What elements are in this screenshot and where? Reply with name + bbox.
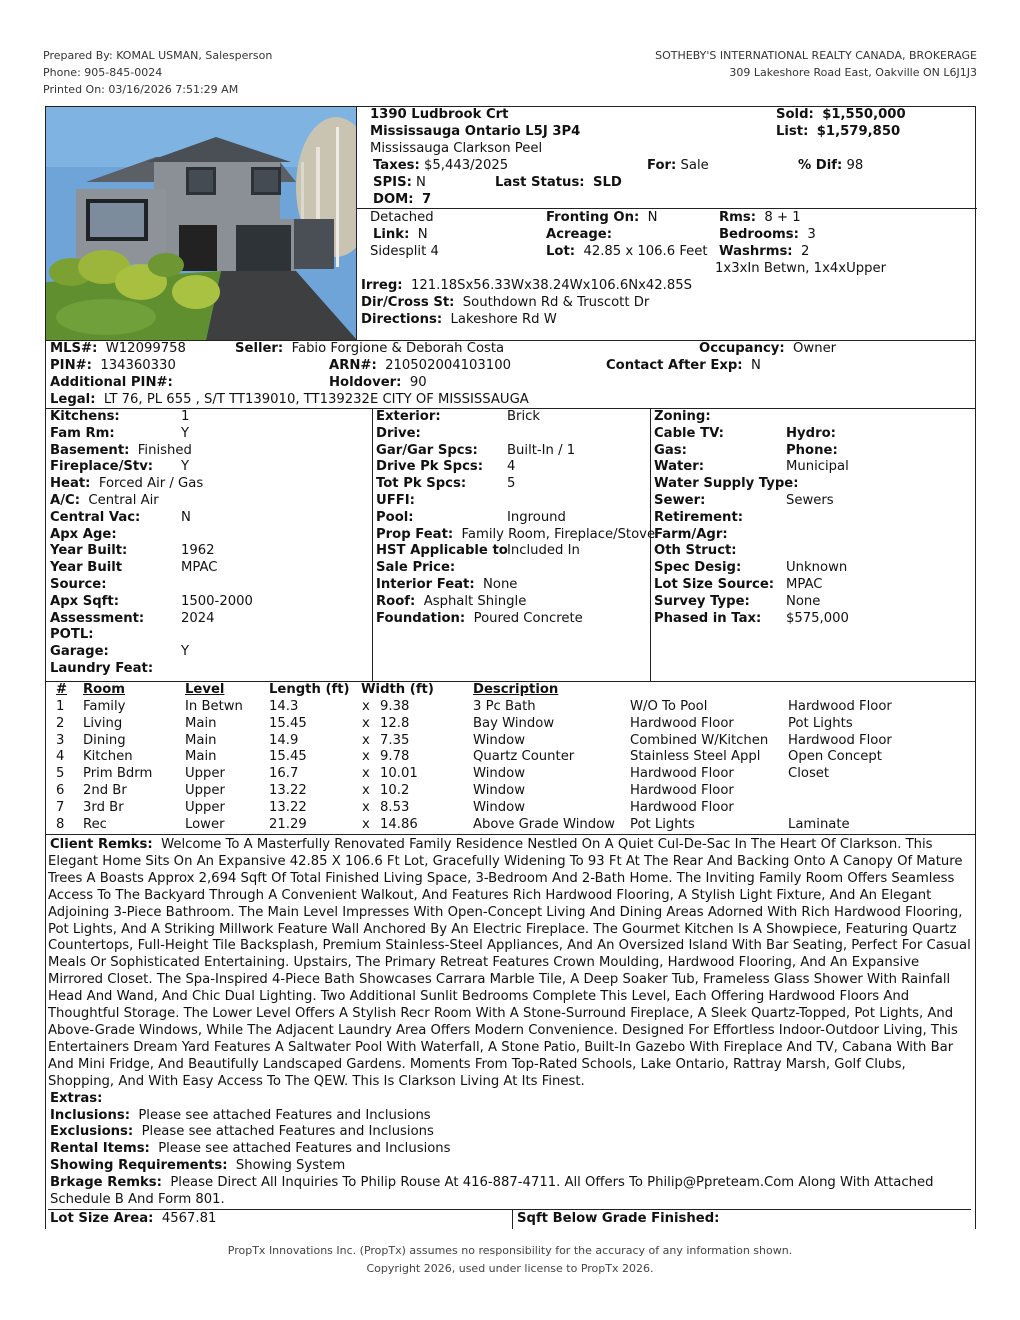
area-name: Mississauga Clarkson Peel xyxy=(370,141,543,156)
room-cell: 14.3 xyxy=(269,699,299,714)
room-times-sign: x xyxy=(362,766,370,782)
room-cell: 13.22 xyxy=(269,783,307,798)
room-cell: Hardwood Floor xyxy=(630,715,734,731)
rental-items: Rental Items: Please see attached Features and Inclusions xyxy=(50,1141,451,1157)
detail-field: Phone: xyxy=(786,442,838,458)
detail-field: POTL: xyxy=(50,627,94,643)
detail-field: Central Vac: xyxy=(50,509,141,525)
room-cell: 3 Pc Bath xyxy=(473,699,536,714)
detail-value: MPAC xyxy=(181,560,218,576)
detail-value: N xyxy=(181,509,191,525)
room-cell: Window xyxy=(473,766,525,782)
room-times-sign: x xyxy=(362,783,370,798)
property-type: Detached xyxy=(370,210,434,225)
detail-value: 2024 xyxy=(181,610,215,626)
room-times-sign: x xyxy=(362,732,370,748)
detail-value: 1 xyxy=(181,409,190,424)
detail-field: Garage: xyxy=(50,644,109,660)
showing-requirements: Showing Requirements: Showing System xyxy=(50,1158,346,1174)
detail-field: Interior Feat: None xyxy=(376,577,518,592)
detail-value: Sewers xyxy=(786,493,834,508)
detail-field: Drive Pk Spcs: xyxy=(376,459,484,475)
room-cell: 16.7 xyxy=(269,766,299,782)
room-cell: Window xyxy=(473,732,525,748)
detail-field: Phased in Tax: xyxy=(654,610,762,626)
holdover: Holdover: 90 xyxy=(329,375,427,390)
rooms-section xyxy=(46,682,975,835)
detail-field: Tot Pk Spcs: xyxy=(376,476,467,492)
lot-size-row xyxy=(48,1209,971,1229)
detail-value: None xyxy=(786,593,821,609)
room-cell: Laminate xyxy=(788,816,850,832)
detail-value: MPAC xyxy=(786,577,823,592)
agent-phone: Phone: 905-845-0024 xyxy=(43,66,163,79)
room-cell: 8.53 xyxy=(380,799,410,815)
detail-field: Oth Struct: xyxy=(654,543,737,559)
inclusions: Inclusions: Please see attached Features and Inclusions xyxy=(50,1107,431,1123)
room-cell: Main xyxy=(185,749,217,765)
room-cell: 10.01 xyxy=(380,766,418,782)
lot-size-area: Lot Size Area: 4567.81 xyxy=(50,1210,217,1226)
room-times-sign: x xyxy=(362,749,370,765)
room-cell: 12.8 xyxy=(380,715,410,731)
rooms-header-width: Width (ft) xyxy=(361,682,434,697)
room-cell: 3 xyxy=(56,732,65,748)
room-times-sign: x xyxy=(362,715,370,731)
detail-field: Basement: Finished xyxy=(50,442,192,458)
for: For: Sale xyxy=(647,158,709,173)
client-remarks-text: Welcome To A Masterfully Renovated Family Residence Nestled On A Quiet Cul-De-Sac In The Heart Of Clarkson. This Elegant Home Sits On An Expansive 42.85 X 106.6 Ft Lot, Gracefully Widening To 93 Ft At The Rear And Backing Onto A Canopy Of Mature Trees A Boasts Approx 2,694 Sqft Of Total Finished Living Space, 3-Bedroom And 2-Bath Home. The Inviting Family Room Offers Seamless Access To The Backyard Through A Convenient Walkout, And Features Rich Hardwood Flooring, A Stylish Light Fixture, And An Elegant Adjoining 3-Piece Bathroom. The Main Level Impresses With Open-Concept Living And Dining Areas Adorned With Rich Hardwood Flooring, Pot Lights, And A Striking Millwork Feature Wall Anchored By An Electric Fireplace. The Gourmet Kitchen Is A Showpiece, Featuring Quartz Countertops, Full-Height Tile Backsplash, Premium Stainless-Steel Appliances, And An Oversized Island With Bar Seating, Perfect For Casual Meals Or Sophisticated Entertaining. Upstairs, The Primary Retreat Features Crown Moulding, Hardwood Flooring, And An Expansive Mirrored Closet. The Spa-Inspired 4-Piece Bath Showcases Carrara Marble Tile, A Deep Soaker Tub, Frameless Glass Shower With Rainfall Head And Wand, And Chic Dual Lighting. Two Additional Sunlit Bedrooms Complete This Level, Each Offering Hardwood Floors And Thoughtful Storage. The Lower Level Offers A Stylish Recr Room With A Stone-Surround Fireplace, A Sleek Quartz-Topped, Pot Lights, And Above-Grade Windows, While The Adjacent Laundry Area Offers Modern Convenience. Designed For Effortless Indoor-Outdoor Living, This Entertainers Dream Yard Features A Saltwater Pool With Waterfall, A Stone Patio, Built-In Gazebo With Fireplace And TV, Cabana With Bar And Mini Fridge, And Beautifully Landscaped Gardens. Moments From Top-Rated Schools, Lake Ontario, Rattray Marsh, Golf Clubs, Shopping, And With Easy Access To The QEW. This Is Clarkson Living At Its Finest. xyxy=(48,837,971,1089)
detail-field: Kitchens: xyxy=(50,409,120,424)
detail-value: Included In xyxy=(507,543,580,559)
exclusions: Exclusions: Please see attached Features and Inclusions xyxy=(50,1124,434,1140)
detail-field: Pool: xyxy=(376,509,414,525)
detail-field: Source: xyxy=(50,577,107,592)
legal: Legal: LT 76, PL 655 , S/T TT139010, TT139232E CITY OF MISSISSAUGA xyxy=(50,392,529,407)
detail-field: HST Applicable to xyxy=(376,543,508,559)
listing-sheet xyxy=(45,106,976,1229)
detail-field: Roof: Asphalt Shingle xyxy=(376,593,527,609)
client-remarks-label: Client Remks: xyxy=(50,837,153,852)
fronting-on: Fronting On: N xyxy=(546,210,658,225)
additional-pin: Additional PIN#: xyxy=(50,375,173,390)
detail-value: Y xyxy=(181,425,190,441)
room-cell: Open Concept xyxy=(788,749,882,765)
room-cell: 13.22 xyxy=(269,799,307,815)
room-cell: Kitchen xyxy=(83,749,133,765)
detail-field: A/C: Central Air xyxy=(50,493,159,508)
detail-field: Zoning: xyxy=(654,409,711,424)
rooms-header-level: Level xyxy=(185,682,225,697)
detail-field: Year Built xyxy=(50,560,123,576)
address-line1: 1390 Ludbrook Crt xyxy=(370,107,509,122)
detail-field: Hydro: xyxy=(786,425,836,441)
detail-field: Heat: Forced Air / Gas xyxy=(50,476,204,492)
detail-value: $575,000 xyxy=(786,610,849,626)
house-photo[interactable] xyxy=(46,107,357,340)
list-price: List: $1,579,850 xyxy=(776,124,901,139)
room-cell: Main xyxy=(185,715,217,731)
brokerage-block xyxy=(655,47,977,81)
detail-field: Survey Type: xyxy=(654,593,750,609)
room-cell: W/O To Pool xyxy=(630,699,708,714)
room-cell: 8 xyxy=(56,816,65,832)
room-cell: Hardwood Floor xyxy=(788,732,892,748)
detail-field: Gas: xyxy=(654,442,687,458)
detail-value: 1500-2000 xyxy=(181,593,253,609)
room-cell: 2 xyxy=(56,715,65,731)
details-section xyxy=(46,409,975,682)
detail-value: Y xyxy=(181,644,190,660)
room-cell: 15.45 xyxy=(269,749,307,765)
directions: Directions: Lakeshore Rd W xyxy=(361,312,557,327)
room-cell: 7.35 xyxy=(380,732,410,748)
detail-value: 1962 xyxy=(181,543,215,559)
detail-field: Fireplace/Stv: xyxy=(50,459,154,475)
room-cell: Family xyxy=(83,699,126,714)
room-cell: 3rd Br xyxy=(83,799,124,815)
mls-number: MLS#: W12099758 xyxy=(50,341,186,356)
contact-after-exp: Contact After Exp: N xyxy=(606,358,761,373)
rooms-header-num: # xyxy=(56,682,68,697)
detail-field: Foundation: Poured Concrete xyxy=(376,610,583,626)
summary-section xyxy=(46,107,975,341)
detail-field: Drive: xyxy=(376,425,421,441)
sqft-below-grade: Sqft Below Grade Finished: xyxy=(517,1210,720,1226)
detail-value: Unknown xyxy=(786,560,848,576)
room-cell: Hardwood Floor xyxy=(630,783,734,798)
brokerage-name: SOTHEBY'S INTERNATIONAL REALTY CANADA, BROKERAGE xyxy=(655,49,977,62)
room-cell: Main xyxy=(185,732,217,748)
detail-field: Assessment: xyxy=(50,610,145,626)
room-cell: 7 xyxy=(56,799,65,815)
room-cell: Dining xyxy=(83,732,126,748)
detail-field: Apx Sqft: xyxy=(50,593,119,609)
rooms-count: Rms: 8 + 1 xyxy=(719,210,801,225)
brokerage-remarks: Brkage Remks: Please Direct All Inquiries To Philip Rouse At 416-887-4711. All Offers To Philip@Ppreteam.Com Along With Attached Schedule B And Form 801. xyxy=(50,1175,934,1208)
detail-field: Lot Size Source: xyxy=(654,577,775,592)
detail-field: Sewer: xyxy=(654,493,706,508)
detail-field: Exterior: xyxy=(376,409,441,424)
printed-on: Printed On: 03/16/2026 7:51:29 AM xyxy=(43,83,239,96)
spis: SPIS: N xyxy=(373,175,426,190)
dom: DOM: 7 xyxy=(373,192,432,207)
lot: Lot: 42.85 x 106.6 Feet xyxy=(546,244,708,259)
detail-field: Water: xyxy=(654,459,705,475)
room-cell: Living xyxy=(83,715,123,731)
copyright: Copyright 2026, used under license to PropTx 2026. xyxy=(366,1262,654,1275)
room-cell: 21.29 xyxy=(269,816,307,832)
ids-section xyxy=(46,341,975,409)
percent-dif: % Dif: 98 xyxy=(798,158,864,173)
prepared-by: Prepared By: KOMAL USMAN, Salesperson xyxy=(43,49,273,62)
room-cell: Window xyxy=(473,799,525,815)
room-cell: 9.38 xyxy=(380,699,410,714)
room-cell: Window xyxy=(473,783,525,798)
remarks-section xyxy=(46,835,975,1229)
detail-value: Y xyxy=(181,459,190,475)
link: Link: N xyxy=(373,227,428,242)
room-cell: Upper xyxy=(185,766,225,782)
washrooms: Washrms: 2 xyxy=(719,244,810,259)
detail-field: Retirement: xyxy=(654,509,744,525)
room-cell: In Betwn xyxy=(185,699,243,714)
cross-street: Dir/Cross St: Southdown Rd & Truscott Dr xyxy=(361,295,650,310)
pin: PIN#: 134360330 xyxy=(50,358,176,373)
room-cell: 5 xyxy=(56,766,65,782)
rooms-header-length: Length (ft) xyxy=(269,682,350,697)
brokerage-address: 309 Lakeshore Road East, Oakville ON L6J1J3 xyxy=(729,66,977,79)
room-cell: 1 xyxy=(56,699,65,714)
acreage: Acreage: xyxy=(546,227,613,242)
irregular: Irreg: 121.18Sx56.33Wx38.24Wx106.6Nx42.85S xyxy=(361,278,693,293)
house-photo-image xyxy=(46,107,357,340)
detail-value: 4 xyxy=(507,459,516,475)
room-cell: Closet xyxy=(788,766,830,782)
detail-field: Laundry Feat: xyxy=(50,661,154,676)
detail-field: Gar/Gar Spcs: xyxy=(376,442,478,458)
room-cell: 4 xyxy=(56,749,65,765)
room-cell: 9.78 xyxy=(380,749,410,765)
extras: Extras: xyxy=(50,1090,103,1106)
room-cell: 6 xyxy=(56,783,65,798)
room-cell: Pot Lights xyxy=(788,715,853,731)
detail-field: Cable TV: xyxy=(654,425,724,441)
detail-field: Apx Age: xyxy=(50,526,117,542)
detail-field: UFFI: xyxy=(376,493,415,508)
room-cell: Pot Lights xyxy=(630,816,695,832)
detail-value: Brick xyxy=(507,409,541,424)
lot-size-divider xyxy=(512,1210,513,1229)
bedrooms: Bedrooms: 3 xyxy=(719,227,816,242)
room-cell: Upper xyxy=(185,783,225,798)
disclaimer: PropTx Innovations Inc. (PropTx) assumes no responsibility for the accuracy of any information shown. xyxy=(227,1244,793,1257)
room-cell: 10.2 xyxy=(380,783,410,798)
detail-field: Farm/Agr: xyxy=(654,526,728,542)
room-cell: Lower xyxy=(185,816,225,832)
room-cell: Upper xyxy=(185,799,225,815)
detail-value: Built-In / 1 xyxy=(507,442,576,458)
occupancy: Occupancy: Owner xyxy=(699,341,837,356)
sold-price: Sold: $1,550,000 xyxy=(776,107,906,122)
room-cell: Hardwood Floor xyxy=(788,699,892,714)
detail-field: Spec Desig: xyxy=(654,560,742,576)
prepared-by-block xyxy=(43,47,272,98)
details-divider-2 xyxy=(650,409,651,681)
room-cell: Above Grade Window xyxy=(473,816,615,832)
room-cell: Quartz Counter xyxy=(473,749,575,765)
room-cell: Rec xyxy=(83,816,107,832)
room-times-sign: x xyxy=(362,816,370,832)
taxes: Taxes: $5,443/2025 xyxy=(373,158,509,173)
detail-field: Water Supply Type: xyxy=(654,476,799,492)
room-cell: Bay Window xyxy=(473,715,555,731)
room-times-sign: x xyxy=(362,699,370,714)
room-cell: Hardwood Floor xyxy=(630,766,734,782)
room-cell: Combined W/Kitchen xyxy=(630,732,769,748)
room-cell: Stainless Steel Appl xyxy=(630,749,761,765)
arn: ARN#: 210502004103100 xyxy=(329,358,511,373)
room-cell: 2nd Br xyxy=(83,783,127,798)
detail-field: Year Built: xyxy=(50,543,128,559)
detail-value: Municipal xyxy=(786,459,849,475)
detail-field: Prop Feat: Family Room, Fireplace/Stove xyxy=(376,526,656,542)
room-cell: Hardwood Floor xyxy=(630,799,734,815)
detail-field: Sale Price: xyxy=(376,560,456,576)
style: Sidesplit 4 xyxy=(370,244,439,259)
room-cell: 15.45 xyxy=(269,715,307,731)
address-line2: Mississauga Ontario L5J 3P4 xyxy=(370,124,581,139)
detail-value: 5 xyxy=(507,476,516,492)
last-status: Last Status: SLD xyxy=(495,175,622,190)
room-times-sign: x xyxy=(362,799,370,815)
details-divider-1 xyxy=(372,409,373,681)
client-remarks xyxy=(46,835,975,1209)
detail-value: Inground xyxy=(507,509,566,525)
summary-divider xyxy=(357,208,977,209)
room-cell: 14.9 xyxy=(269,732,299,748)
washroom-detail: 1x3xIn Betwn, 1x4xUpper xyxy=(715,261,887,276)
room-cell: Prim Bdrm xyxy=(83,766,153,782)
seller: Seller: Fabio Forgione & Deborah Costa xyxy=(235,341,505,356)
room-cell: 14.86 xyxy=(380,816,418,832)
rooms-header-room: Room xyxy=(83,682,126,697)
rooms-header-description: Description xyxy=(473,682,559,697)
detail-field: Fam Rm: xyxy=(50,425,115,441)
